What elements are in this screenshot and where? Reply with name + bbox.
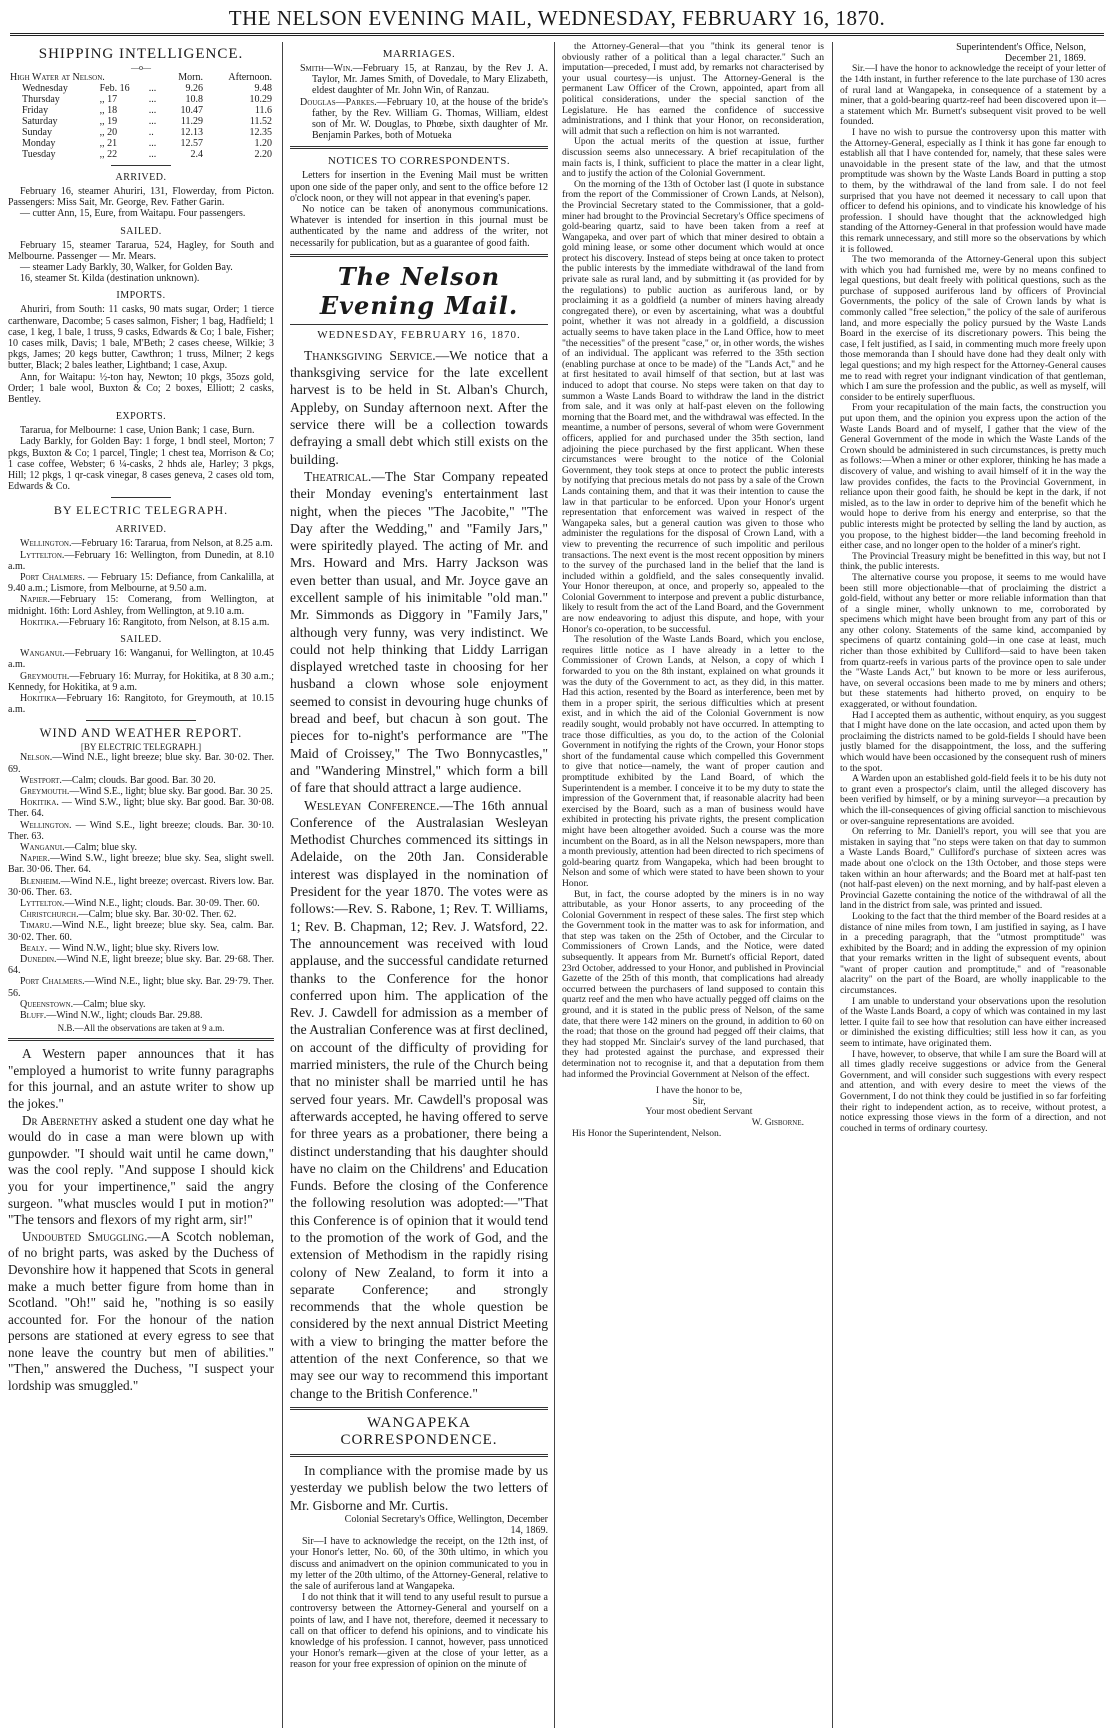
- paragraph: Your most obedient Servant: [645, 1106, 753, 1118]
- tide-cell: ...: [148, 94, 157, 105]
- tide-cell: 2.20: [254, 149, 272, 160]
- paragraph-text: — Wind N.W., light; blue sky. Rivers low.: [47, 942, 220, 954]
- tide-cell: Tuesday: [22, 149, 56, 160]
- paragraph-text: —February 16: Rangitoto, for Greymouth, at 10.15 a.m.: [8, 692, 274, 716]
- paragraph-text: —Wind N.E, light breeze; blue sky. Bar. 29·68. Ther. 64.: [8, 953, 274, 977]
- paragraph-lead: Port Chalmers.: [20, 572, 85, 584]
- section-title: WANGAPEKA CORRESPONDENCE.: [340, 1414, 498, 1448]
- column-notices: [290, 42, 548, 1730]
- tide-cell: 11.52: [249, 116, 272, 127]
- paragraph: Upon the actual merits of the question at issue, further discussion seems also unnecessary. A brief recapitulation of the main facts is, I think, sufficient to place the matter in a clear light, and to justify the action of the Colonial Government.: [562, 136, 824, 180]
- tide-cell: ...: [148, 138, 157, 149]
- paragraph-text: —The 16th annual Conference of the Australasian Wesleyan Methodist Churches commenced its sittings in Adelaide, on the 20th Jan. Considerable interest was displayed in the nomination of President for the year 1870. The votes were as follows:—Rev. S. Rabone, 1; Rev. T. Williams, 1; Rev. B. Chapman, 12; Rev. J. Watsford, 22. The announcement was received with loud applause, and the successful candidate returned thanks to the Conference for the honor conferred upon him. The application of the Rev. J. Cawdell for admission as a member of the Australian Conference was at first declined, on account of the difficulty of providing for married ministers, the rule of the Church being that no minister shall be married until he has served four years. Mr. Cawdell's proposal was afterwards accepted, he having offered to serve for three years as a probationer, there being a distinct understanding that his daughter should have no claim on the Childrens' and Education Funds. Before the closing of the Conference the following resolution was adopted:—"That this Conference is of opinion that it would tend to the promotion of the work of God, and the extension of Methodism in the rapidly rising colony of New Zealand, to form it into a separate Conference; and strongly recommends that the whole question be considered by the next annual District Meeting with a view to bringing the matter before the attention of the next Conference, so that we may see our way to recommend this important change to the British Conference.": [290, 797, 548, 1401]
- paragraph: I do not think that it will tend to any useful result to pursue a controversy between the Attorney-General and yourself on a points of law, and I have not, therefore, deemed it necessary to call on that officer to defend his opinions, and to vindicate his knowledge of his profession. I cannot, however, pass unnoticed your Honor's remark—given at the close of your letter, as a reason for your free expression of opinion on the minute of: [290, 1592, 548, 1671]
- paragraph-lead: Timaru.: [20, 920, 52, 932]
- paragraph-lead: Greymouth.: [20, 785, 70, 797]
- paragraph-lead: Douglas—Parkes.: [300, 96, 377, 108]
- paragraph-lead: Wesleyan Conference.: [304, 797, 440, 813]
- paragraph-text: — Wind S.W., light; blue sky. Bar good. Bar. 30·08. Ther. 64.: [8, 797, 274, 820]
- tide-cell: ...: [148, 116, 157, 127]
- paragraph-lead: Wanganui.: [20, 841, 65, 853]
- subheading: IMPORTS.: [116, 290, 166, 302]
- paragraph-text: —February 15: Comerang, from Wellington, at midnight. 16th: Lord Ashley, from Wellington, at 9.10 a.m.: [8, 594, 274, 617]
- paragraph: The Provincial Treasury might be benefitted in this way, but not I think, the public interests.: [840, 550, 1106, 573]
- paragraph: — steamer Lady Barkly, 30, Walker, for Golden Bay.: [20, 262, 233, 274]
- tide-cell: Wednesday: [22, 83, 68, 94]
- addressee: His Honor the Superintendent, Nelson.: [572, 1127, 722, 1139]
- paragraph-text: —Calm; blue sky. Bar. 30·02. Ther. 62.: [78, 909, 237, 921]
- section-title: BY ELECTRIC TELEGRAPH.: [53, 503, 229, 518]
- paragraph-lead: Wellington.: [20, 819, 72, 831]
- paragraph: [8, 775, 274, 786]
- paragraph: February 16, steamer Ahuriri, 131, Flowerday, from Picton. Passengers: Miss Sait, Mr. George, Rev. Father Garin.: [8, 186, 274, 209]
- paragraph-text: —February 10, at the house of the bride's father, by the Rev. William G. Thomas, William, eldest son of Mr. W. Douglas, to Phœbe, sixth daughter of Mr. Benjamin Parkes, both of Motueka: [312, 96, 548, 142]
- tide-cell: 10.8: [185, 94, 204, 105]
- paragraph-text: —Wind S.E., light; blue sky. Bar good. Bar. 30 25.: [69, 785, 273, 797]
- masthead: THE NELSON EVENING MAIL, WEDNESDAY, FEBRUARY 16, 1870.: [10, 6, 1104, 36]
- intro-paragraph: In compliance with the promise made by us yesterday we publish below the two letters of Mr. Gisborne and Mr. Curtis.: [290, 1462, 548, 1513]
- tide-row: [8, 105, 274, 116]
- paragraph-lead: Blenheim.: [20, 875, 61, 887]
- paragraph-lead: Dr Abernethy: [22, 1112, 99, 1128]
- paragraph: [8, 1046, 274, 1112]
- subheading: SAILED.: [120, 634, 162, 646]
- tide-row: [8, 127, 274, 138]
- paragraph: A Warden upon an established gold-field feels it to be his duty not to grant even a prospector's claim, until the alleged discovery has been verified by himself, or by a mining surveyor—a precaution by which the ill-consequences of giving official sanction to mischievous or over-sanguine representations are avoided.: [840, 773, 1106, 827]
- paragraph: [8, 876, 274, 898]
- divider: [111, 165, 171, 166]
- tide-row: [8, 83, 274, 94]
- paragraph: [8, 648, 274, 670]
- paragraph: [8, 842, 274, 853]
- paragraph: Ahuriri, from South: 11 casks, 90 mats sugar, Order; 1 tierce carthenware, Dacombe; 5 cases salmon, Fisher; 1 bag, Hadfield; 1 case, 1 keg, 1 bale, 1 truss, 9 casks, Edwards & Co; 1 bale, Fisher; 10 cases milk, Davis; 1 bale, M'Beth; 2 cases cheese, Wilkie; 3 pkgs, James; 20 kegs butter, Cawthron; 1 truss, Milner; 2 kegs butter, Black; 2 bales leather, Lightband; 1 case, Axup.: [8, 304, 274, 372]
- paragraph: I have the honor to be,: [655, 1085, 743, 1097]
- column-shipping: [8, 42, 274, 1730]
- paragraph: I have, however, to observe, that while I am sure the Board will at all times gladly receive suggestions or advice from the General Government, and will consider such suggestions with every respect and attention, and with every desire to meet the views of the Government, I do not think they could be justified in so far forfeiting their right to independent action, as to receive, without protest, a notice expressing those views in the form of a direction, and not couched in terms of ordinary courtesy.: [840, 1048, 1106, 1134]
- tide-cell: 2.4: [190, 149, 204, 160]
- tide-cell: 9.26: [185, 83, 204, 94]
- paragraph: [8, 550, 274, 572]
- paragraph-lead: Dunedin.: [20, 953, 57, 965]
- subtitle: [BY ELECTRIC TELEGRAPH.]: [80, 742, 202, 753]
- paragraph: Lady Barkly, for Golden Bay: 1 forge, 1 bndl steel, Morton; 7 pkgs, Buxton & Co; 1 parcel, Tingle; 1 chest tea, Morrison & Co; 1 case coffee, Webster; 6 ¼-casks, 2 hhds ale, Harley; 3 pkgs, Hill; 12 pkgs, 1 qr-cask vinegar, 8 cases geneva, 2 cases old tom, Edwards & Co.: [8, 436, 274, 493]
- paragraph-lead: Thanksgiving Service.: [304, 347, 436, 363]
- paragraph-lead: Christchurch.: [20, 909, 79, 921]
- paragraph: Sir.—I have the honor to acknowledge the receipt of your letter of the 14th instant, in further reference to the late purchase of 130 acres of rural land at Wangapeka, in consequence of a statement by a miner, that a gold-bearing quartz-reef had been discovered upon it—a statement which Mr. Burnett's subsequent visit proved to be well founded.: [840, 63, 1106, 128]
- paragraph-list: [290, 170, 548, 248]
- tide-cell: Thursday: [22, 94, 60, 105]
- paragraph: [8, 820, 274, 842]
- paragraph-lead: Napier.: [20, 853, 50, 865]
- tide-cell: Sunday: [22, 127, 52, 138]
- paragraph-lead: Wanganui.: [20, 648, 65, 660]
- paragraph: [8, 1113, 274, 1229]
- paragraph-lead: Greymouth.: [20, 670, 70, 682]
- divider: [8, 1038, 274, 1041]
- tide-cell: ,, 17: [99, 94, 118, 105]
- paragraph-list: [840, 64, 1106, 1134]
- paragraph-text: A Western paper announces that it has "employed a humorist to write funny paragraphs for this journal, and an astute writer to show up the jokes.": [8, 1046, 274, 1111]
- letter-heading: Colonial Secretary's Office, Wellington, December 14, 1869.: [344, 1513, 548, 1537]
- paragraph-lead: Hokitika: [20, 692, 57, 704]
- divider: [290, 146, 548, 149]
- tide-cell: 12.35: [249, 127, 272, 138]
- paragraph: the Attorney-General—that you "think its general tenor is obviously rather of a political than a legal character." Such an imputation—preceded, I must add, by remarks not characterised by your usual courtesy—is unjust. The Attorney-General is the permanent Law Officer of the Crown, appointed, apart from all political considerations, under the special sanction of the Legislature. He has earned the confidence of successive administrations, and I think that your Honor, on reconsideration, will admit that such a reflection on him is not warranted.: [562, 42, 824, 137]
- divider: [290, 1407, 548, 1410]
- paragraph-text: —February 16: Tararua, from Nelson, at 8.25 a.m.: [71, 538, 273, 550]
- paragraph: [8, 538, 274, 549]
- paragraph: — cutter Ann, 15, Eure, from Waitapu. Four passengers.: [20, 208, 246, 220]
- paragraph: [8, 853, 274, 875]
- paragraph: I am unable to understand your observations upon the resolution of the Waste Lands Board, a copy of which was contained in my last letter. I quite fail to see how that resolution can have either increased or diminished the existing difficulties; still less how it can, as you seem to intimate, have originated them.: [840, 995, 1106, 1050]
- paragraph-list: [8, 425, 274, 492]
- paragraph-lead: Westport.: [20, 774, 62, 786]
- tide-table: [8, 72, 274, 160]
- column-rule: [282, 42, 283, 1728]
- paragraph: No notice can be taken of anonymous communications. Whatever is intended for insertion in this journal must be authenticated by the name and address of the writer, not necessarily for publication, but as a guarantee of good faith.: [290, 204, 548, 249]
- paragraph: Sir—I have to acknowledge the receipt, on the 12th inst, of your Honor's letter, No. 60, of the 30th ultimo, in which you discuss and animadvert on the opinion communicated to you in my letter of the 20th ultimo, of the Attorney-General, relative to the sale of auriferous land at Wangapeka.: [290, 1536, 548, 1593]
- tide-cell: Feb. 16: [99, 83, 130, 94]
- paragraph: On referring to Mr. Daniell's report, you will see that you are mistaken in saying that "no steps were taken on that day to summon a Waste Lands Board," Culliford's purchase of sixteen acres was made about one o'clock on the 13th October, and those steps were taken within an hour afterwards; and the Board met at half-past ten (not half-past eleven) on the next morning, and by half-past eleven a Provincial Gazette containing the notice of the withdrawal of all the land in the district from sale, was printed and issued.: [840, 826, 1106, 912]
- paragraph: 16, steamer St. Kilda (destination unknown).: [20, 273, 200, 285]
- paragraph-text: —Wind N.E., light breeze; overcast. Rivers low. Bar. 30·06. Ther. 63.: [8, 875, 274, 898]
- paragraph-list: [840, 42, 1106, 64]
- paragraph-lead: Theatrical.: [304, 468, 372, 484]
- paragraph: The resolution of the Waste Lands Board, which you enclose, requires little notice as I have already in a letter to the Commissioner of Crown Lands, at Nelson, a copy of which I forwarded to you on the 8th instant, explained on what grounds it was the duty of the Government to act, as they did, in this matter. Had this action, resented by the Board as interference, been met by them in a proper spirit, the serious difficulties which at present exist, and in which the aid of the Colonial Government is now readily sought, would probably not have occurred. In attempting to trace those difficulties, as you do, to the action of the Colonial Government in notifying the rights of the Crown, your Honor stops short of the fundamental cause which compelled this Government to give that notice—namely, the want of proper caution and promptitude exhibited by the Land Board, of which the Superintendent is a member. I conceive it to be my duty to state the impression of the Government that, if reasonable alacrity had been exercised by the Board, such as a man of business would have exhibited in protecting his private rights, the present complication might have been altogether avoided. Such a course was the more incumbent on the Board, as in all the Nelson newspapers, more than a month previously, attention had been directed to rich specimens of gold-bearing quartz from Wangapeka, which had been brought to Nelson and some of which were stated to have been shown to your Honor.: [562, 634, 824, 889]
- paragraph-text: —February 16: Rangitoto, from Nelson, at 8.15 a.m.: [58, 616, 270, 628]
- paragraph: Superintendent's Office, Nelson,: [956, 42, 1086, 53]
- paragraph-lead: Port Chalmers.: [20, 976, 85, 988]
- paragraph: [8, 671, 274, 693]
- paragraph-text: —February 15, at Ranzau, by the Rev J. A. Taylor, Mr. James Smith, of Dovedale, to Mary Elizabeth, eldest daughter of Mr. John Win, of Ranzau.: [312, 63, 548, 97]
- paragraph-text: —Wind S.W., light breeze; blue sky. Sea, slight swell. Bar. 30·06. Ther. 64.: [8, 853, 274, 876]
- paragraph: Ann, for Waitapu: ½-ton hay, Newton; 10 pkgs, 35ozs gold, Order; 1 bale wool, Buxton & Co; 2 boxes, Elliott; 2 casks, Bentley.: [8, 371, 274, 406]
- paragraph-lead: Queenstown.: [20, 998, 74, 1010]
- paragraph: On the morning of the 13th of October last (I quote in substance from the report of the Commissioner of Crown Lands, at Nelson), the Provincial Secretary stated to the Commissioner, that a gold-miner had brought to the Provincial Secretary's Office specimens of gold-bearing quartz, said to have been taken from a reef at Wangapeka, and over part of which that miner desired to obtain a gold mining lease, or some other document which would at once protect his discovery. Instead of steps being at once taken to protect the public interests by the immediate withdrawal of the land from private sale as rural land, and by submitting it (as provided for by the regulations) to public auction as auriferous land, or by proclaiming it as a goldfield (a number of miners having already congregated there), or even by ascertaining, what was a doubtful point, whether it was not already in a goldfield, a discussion actually seems to have taken place in the Land Office, how to meet "the necessities" of the present "case," or, in other words, the wishes of an individual. The applicant was referred to the 35th section (enabling purchase at once to be made) of the "Lands Act," and he at first hesitated to avail himself of that section, but at last was induced to adopt that course. No steps were taken on that day to summon a Waste Lands Board to withdraw the land in the district from sale, and it was only at half-past eleven on the following morning that the Board met, and the withdrawal was effected. In the meantime, a number of persons, several of whom were Government officers, applied for and purchased under the 35th section, land adjoining the piece purchased by the first applicant. When these circumstances were brought to the notice of the Colonial Government, they took steps at once to protect the public interests by notifying that precious metals do not pass by a sale of the Crown Lands containing them, and that it was their intention to cause the law in that particular to be enforced. Upon your Honor's urgent representation that enforcement was waived in respect of the Wangapeka sales, but a general caution was given to those who administer the regulations for the disposal of Crown Land, with a view to preventing the recurrence of such impolitic and perilous transactions. The next event is the most recent opposition by miners to the survey of the purchased land in the belief that the land is included within a goldfield, and the sales consequently invalid. Your Honor thereupon, at once, and properly so, appealed to the Colonial Government to interpose and prevent a public disturbance, likely to result from the act of the Land Board, and the Government are now endeavoring to adjust this dispute, and hope, with your Honor's co-operation, to be successful.: [562, 178, 824, 635]
- paragraph: [290, 797, 548, 1402]
- tide-cell: ...: [148, 83, 157, 94]
- paragraph-lead: Napier.: [20, 594, 50, 606]
- section-title: SHIPPING INTELLIGENCE.: [38, 46, 244, 62]
- tide-cell: ,, 21: [99, 138, 118, 149]
- tide-row: [8, 94, 274, 105]
- paragraph: [8, 786, 274, 797]
- paragraph-list: [562, 1086, 824, 1118]
- section-title: NOTICES TO CORRESPONDENTS.: [327, 155, 511, 168]
- tide-cell: ,, 22: [99, 149, 118, 160]
- paragraph: [8, 898, 274, 909]
- tide-cell: 12.13: [180, 127, 204, 138]
- paragraph: [300, 97, 548, 142]
- tide-cell: Friday: [22, 105, 49, 116]
- paragraph: February 15, steamer Tararua, 524, Hagley, for South and Melbourne. Passenger — Mr. Mears.: [8, 239, 274, 262]
- paragraph: Had I accepted them as authentic, without enquiry, as you suggest that I might have done on the late occasion, and acted upon them by proclaiming the districts named to be gold-fields I should have been justly blamed for the disappointment, the loss, and the suffering which would have been occasioned by the consequent rush of miners to the spot.: [840, 709, 1106, 774]
- column-letter-curtis: [840, 42, 1106, 1730]
- subheading: ARRIVED.: [115, 524, 167, 536]
- paragraph: [8, 1229, 274, 1395]
- section-title: MARRIAGES.: [382, 48, 456, 60]
- paragraph: [8, 920, 274, 942]
- paragraph-list: [8, 240, 274, 285]
- tide-cell: ,, 18: [99, 105, 118, 116]
- paragraph: [8, 999, 274, 1010]
- paragraph: [8, 909, 274, 920]
- signature: W. Gisborne.: [751, 1116, 804, 1128]
- paragraph: The two memoranda of the Attorney-General upon this subject with which you had furnished me, were by no means confined to legal questions, but dealt freely with political questions, such as the purchase of supposed auriferous land by officers of Provincial Governments, the policy of the sale of Crown lands by what is commonly called "free selection," the policy of the sale of auriferous land, and more especially the policy pursued by the Waste Lands Board in the exercise of its discretionary powers. This being the case, I felt justified, as I said, in commenting much more freely upon those memoranda than I should have done had they dealt only with legal questions; and my high respect for the Attorney-General causes me to read with regret your indignant vindication of that gentleman, which I am sure the profession and the public, as well as myself, will consider to be entirely superfluous.: [840, 254, 1106, 403]
- paragraph-lead: Bealy.: [20, 942, 48, 954]
- paragraph-list: [290, 347, 548, 1402]
- tide-cell: 9.48: [254, 83, 272, 94]
- dateline: WEDNESDAY, FEBRUARY 16, 1870.: [290, 324, 548, 341]
- paragraph-list: [562, 42, 824, 1080]
- subheading: SAILED.: [120, 225, 162, 237]
- paragraph-lead: Nelson.: [20, 752, 53, 764]
- tide-cell: Monday: [22, 138, 56, 149]
- paragraph: [8, 752, 274, 774]
- paragraph-list: [8, 304, 274, 405]
- paragraph-lead: Undoubted Smuggling.: [22, 1228, 148, 1244]
- divider: [290, 1454, 548, 1457]
- paragraph: I have no wish to pursue the controversy upon this matter with the Attorney-General, especially as I think it has gone far enough to establish all that I have contended for, namely, that these sales were unavoidable in the present state of the law, and that the utmost promptitude was shown by the Waste Lands Board in putting a stop to them, by the withdrawal of the land from sale. I do not feel surprised that you have not deemed it necessary to call upon that officer to defend his opinions, and to vindicate his knowledge of his profession. I should have thought that the acknowledged high standing of the Attorney-General in that profession would have made this remark unnecessary, and still more so the observations by which it is followed.: [840, 126, 1106, 255]
- paragraph: [8, 943, 274, 954]
- nameplate-logo: The Nelson Evening Mail.: [319, 261, 519, 320]
- paragraph-text: —We notice that a thanksgiving service for the late excellent harvest is to be held in St. Alban's Church, Appleby, on Sunday afternoon next. After the service there will be a collection towards defraying a small debt which still exists on the building.: [290, 347, 548, 467]
- paragraph: [8, 1010, 274, 1021]
- tide-cell: ...: [148, 149, 157, 160]
- paragraph-text: —Wind N.E., light breeze; blue sky. Bar. 30·02. Ther. 69.: [8, 752, 274, 775]
- weather-note: N.B.—All the observations are taken at 9 a.m.: [57, 1023, 225, 1034]
- divider: [111, 497, 171, 498]
- paragraph-text: —Wind N.E., light; blue sky. Bar. 29·79. Ther. 56.: [8, 976, 274, 999]
- paragraph-text: —The Star Company repeated their Monday evening's entertainment last night, when the pieces "The Jacobite," "The Day after the Wedding," and "Family Jars," were spiritedly played. The acting of Mr. and Mrs. Howard and Mrs. Harry Jackson was even better than usual, and Mr. Joyce gave an excellent sample of his inimitable "old man." Mr. Simmonds as Diggory in "Family Jars," although very funny, was very indistinct. We could not help thinking that Liddy Larrigan displayed wretched taste in choosing for her husband a clown whose sole enjoyment seemed to consist in devouring huge chunks of bread and beef, but chacun à son gout. The pieces for to-night's performance are "The Maid of Croissey," The Two Bonnycastles," and "Wandering Minstrel," which form a bill of fare that should attract a large audience.: [290, 468, 548, 796]
- tide-cell: 10.47: [180, 105, 204, 116]
- paragraph-text: —February 16: Wanganui, for Wellington, at 10.45 a.m.: [8, 648, 274, 671]
- paragraph-lead: Smith—Win.: [300, 63, 353, 74]
- paragraph-lead: Hokitika.: [20, 616, 59, 628]
- paragraph: From your recapitulation of the main facts, the construction you put upon them, and the opinion you express upon the action of the Waste Lands Board and of myself, I gather that the view of the General Government of the mode in which the Waste Lands of the Crown should be administered in such circumstances, is pretty much as follows:—When a miner or other explorer, thinking he has made a discovery of value, and wishing to avail himself of it in the way the law provides confides, the facts to the Provincial Government, in reliance upon their good faith, he should be kept in the dark, if not misled, as to the law in order to deprive him of the benefit which he would hope to derive from his energy and enterprise, so that the public interests might be protected by selling the land by auction, as you propose, to the highest bidder—the land becoming freehold in either case, and no longer open to the holder of a miner's right.: [840, 402, 1106, 552]
- paragraph-text: — Wind S.E., light breeze; clouds. Bar. 30·10. Ther. 63.: [8, 819, 274, 842]
- paragraph-lead: Bluff.: [20, 1009, 47, 1021]
- paragraph: [8, 572, 274, 594]
- tide-cell: ,, 20: [99, 127, 118, 138]
- paragraph-lead: Wellington.: [20, 538, 72, 550]
- tide-cell: ...: [148, 105, 157, 116]
- divider: [86, 720, 196, 721]
- tide-row: [8, 116, 274, 127]
- section-title: WIND AND WEATHER REPORT.: [39, 726, 243, 741]
- tide-cell: 12.57: [180, 138, 204, 149]
- paragraph: Letters for insertion in the Evening Mail must be written upon one side of the paper only, and sent to the office before 12 o'clock noon, or they will not appear in that evening's paper.: [290, 170, 548, 204]
- paragraph-lead: Lyttelton.: [20, 897, 65, 909]
- tide-cell: 11.6: [254, 105, 272, 116]
- paragraph-list: [290, 1536, 548, 1670]
- paragraph: [8, 797, 274, 819]
- paragraph: [290, 347, 548, 468]
- subheading: ARRIVED.: [115, 172, 167, 183]
- paragraph: [8, 617, 274, 628]
- paragraph-text: —February 16: Wellington, from Dunedin, at 8.10 a.m.: [8, 549, 274, 572]
- paragraph-list: [8, 538, 274, 628]
- paragraph-list: [8, 1046, 274, 1394]
- paragraph: December 21, 1869.: [1004, 53, 1086, 65]
- tide-row: [8, 149, 274, 160]
- tide-cell: ..: [148, 127, 154, 138]
- tide-cell: 1.20: [254, 138, 272, 149]
- tide-cell: ,, 19: [99, 116, 118, 127]
- ornament: —o—: [131, 63, 151, 72]
- tide-cell: 10.29: [249, 94, 272, 105]
- paragraph: [8, 954, 274, 976]
- paragraph-list: [8, 186, 274, 220]
- paragraph-text: —Wind N.W., light; clouds Bar. 29.88.: [46, 1009, 203, 1021]
- paragraph: [8, 976, 274, 998]
- subheading: EXPORTS.: [115, 411, 167, 423]
- paragraph: Looking to the fact that the third member of the Board resides at a distance of nine miles from town, I am justified in saying, as I have in a preceding paragraph, that the "utmost promptitude" was exhibited by the Board; and in adding the expression of my opinion that your remarks written in the light of subsequent events, about "want of proper caution and promptitude," and of "reasonable alacrity" on the part of the Board, are wholly inapplicable to the circumstances.: [840, 910, 1106, 997]
- paragraph-text: —Calm; clouds. Bar good. Bar. 30 20.: [61, 774, 216, 786]
- column-rule: [832, 42, 833, 1728]
- paragraph-text: —Wind N.E., light breeze; blue sky. Sea, calm. Bar. 30·02. Ther. 60.: [8, 920, 274, 943]
- paragraph-lead: Lyttelton.: [20, 549, 65, 561]
- paragraph-text: asked a student one day what he would do in case a man were blown up with gunpowder. "I should wait until he came down," was the cool reply. "And suppose I should kick you for your impertinence," said the angry surgeon. "what muscles would I put in motion?" "The tensors and flexors of my right arm, sir!": [8, 1112, 274, 1228]
- paragraph-text: —Calm; blue sky.: [64, 841, 138, 853]
- paragraph: The alternative course you propose, it seems to me would have been still more objectionable—that of proclaiming the district a gold-field, without any better or more reliable information than that of a single miner, wholly unknown to me, corroborated by specimens which might have been brought from any part of this or any other colony. Statements of the same kind, accompanied by specimens of quartz containing gold—in one case at least, much richer than those exhibited by Culliford—said to have been taken from quartz-reefs in various parts of the province open to sale under the "Waste Lands Act," but known to be more or less auriferous, have, on several occasions been made to me by miners and others; but these statements had hitherto proved, on enquiry to be exaggerated, or without foundation.: [840, 571, 1106, 711]
- paragraph-lead: Hokitika.: [20, 797, 59, 809]
- paragraph-text: —Wind N.E., light; clouds. Bar. 30·09. Ther. 60.: [64, 897, 260, 909]
- column-rule: [554, 42, 555, 1728]
- tide-cell: 11.29: [180, 116, 204, 127]
- tide-header: High Water at Nelson. Morn. Afternoon.: [10, 72, 272, 83]
- paragraph-list: [290, 63, 548, 141]
- paragraph-text: —Calm; blue sky.: [73, 998, 146, 1010]
- tide-row: [8, 138, 274, 149]
- paragraph-text: — February 15: Defiance, from Cankalilla, at 9.40 a.m.; Lismore, from Melbourne, at 9.50 a.m.: [8, 572, 274, 595]
- paragraph: [8, 594, 274, 616]
- paragraph-list: [8, 752, 274, 1021]
- paragraph-text: —A Scotch nobleman, of no bright parts, was asked by the Duchess of Devonshire how it happened that Scots in general make a much better figure from home than in Scotland. "Oh!" said he, "nothing is so easily accounted for. For the honour of the nation persons are stationed at every egress to see that none leave the country but men of abilities." "Then," answered the Duchess, "I suspect your lordship was smuggled.": [8, 1228, 274, 1394]
- paragraph: [290, 468, 548, 797]
- paragraph: Sir,: [692, 1095, 706, 1107]
- paragraph-list: [8, 648, 274, 715]
- paragraph: [300, 63, 548, 97]
- divider: [290, 254, 548, 257]
- paragraph: Tararua, for Melbourne: 1 case, Union Bank; 1 case, Burn.: [20, 425, 255, 437]
- paragraph-text: —February 16: Murray, for Hokitika, at 8 30 a.m.; Kennedy, for Hokitika, at 9 a.m.: [8, 670, 274, 693]
- paragraph: But, in fact, the course adopted by the miners is in no way attributable, as your Honor asserts, to any proceeding of the Colonial Government in respect of these sales. The first step which the Government took in the matter was to ask for information, and that step was taken on the 25th of October, and the Circular to Commissioners of Crown Lands, and the Notice, were dated subsequently. It appears from Mr. Burnett's official Report, dated 23rd October, addressed to your Honor, and published in Provincial Gazette of the 25th of this month, that complications had already occurred between the purchasers of land supposed to contain this quartz reef and the men who have actually pegged off claims on the ground, and it is stated in the public press of Nelson, of the same date, that there were 142 miners on the ground, in addition to 60 on the road; that those on the ground had pegged off their claims, that they had stopped Mr. Sinclair's survey of the land purchased, that they had protested against the purchase, and expressed their determination not to recognise it, and that a deputation from them had informed the Provincial Government at Nelson of the effect.: [562, 888, 824, 1080]
- column-letter-gisborne: [562, 42, 824, 1730]
- tide-cell: Saturday: [22, 116, 58, 127]
- paragraph: [8, 693, 274, 715]
